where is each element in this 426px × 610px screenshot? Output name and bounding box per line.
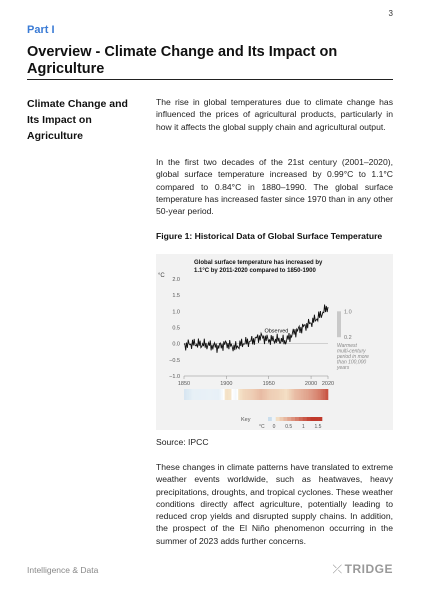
- y-tick-label: 0.0: [172, 341, 180, 348]
- chart-title-line-2: 1.1°C by 2011-2020 compared to 1850-1900: [194, 268, 316, 274]
- warm-period-label-lower: 0.2: [344, 335, 352, 342]
- key-label: Key: [241, 417, 251, 423]
- key-swatch: [283, 417, 287, 421]
- body-paragraph-1: The rise in global temperatures due to climate change has influenced the prices of agricultural products, particularly in how it affects the global supply chain and agricultural output.: [156, 97, 393, 132]
- title-divider: [27, 79, 393, 80]
- key-swatch: [272, 417, 276, 421]
- key-tick-label: 1.5: [314, 424, 322, 430]
- footer-logo-text: TRIDGE: [344, 562, 393, 576]
- y-tick-label: −0.5: [169, 357, 180, 364]
- key-swatch: [303, 417, 307, 421]
- tridge-mark-icon: ⤫: [332, 562, 343, 576]
- key-swatch: [276, 417, 280, 421]
- part-label: Part I: [27, 24, 55, 36]
- y-tick-label: −1.0: [169, 374, 180, 380]
- warm-period-note-line: years: [337, 365, 350, 372]
- temperature-chart: [156, 254, 393, 430]
- y-tick-label: 1.0: [172, 309, 180, 316]
- warm-period-note-line: multi-century: [337, 348, 366, 355]
- footer-brand-text: Intelligence & Data: [27, 565, 99, 575]
- x-tick-label: 1900: [220, 381, 233, 387]
- series-label-observed: Observed: [264, 328, 289, 335]
- warm-period-label-upper: 1.0: [344, 309, 352, 316]
- key-swatch: [287, 417, 291, 421]
- color-key-bar: [268, 417, 322, 421]
- warm-period-note-line: than 100,000: [337, 359, 367, 366]
- chart-title-line-1: Global surface temperature has increased by: [194, 260, 323, 266]
- key-tick-label: 1: [301, 424, 305, 430]
- key-swatch: [280, 417, 284, 421]
- y-tick-label: 2.0: [172, 277, 180, 283]
- warm-period-note-line: period in more: [337, 354, 369, 361]
- key-swatch: [314, 417, 318, 421]
- key-swatch: [307, 417, 311, 421]
- page-title: Overview - Climate Change and Its Impact on Agriculture: [27, 44, 338, 77]
- footer-logo: [333, 562, 393, 577]
- key-swatch: [291, 417, 295, 421]
- warm-period-note: [336, 343, 369, 371]
- key-tick-label: 0.5: [285, 424, 293, 430]
- key-swatch: [299, 417, 303, 421]
- warming-stripes: [184, 389, 328, 400]
- observed-series-line: [184, 305, 328, 353]
- figure-caption: Figure 1: Historical Data of Global Surface Temperature: [156, 231, 383, 241]
- key-swatch: [295, 417, 299, 421]
- key-tick-label: 0: [272, 424, 276, 430]
- warm-period-note-line: Warmest: [337, 343, 357, 350]
- y-tick-label: 1.5: [172, 293, 180, 300]
- warming-stripe: [326, 389, 328, 400]
- x-tick-label: 2020: [321, 381, 335, 387]
- y-axis-unit: °C: [158, 273, 165, 279]
- key-swatch: [268, 417, 272, 421]
- body-paragraph-2: In the first two decades of the 21st century (2001–2020), global surface temperature increased by 0.99°C to 1.1°C compared to 0.84°C in 1880–1990. The global surface temperature has increased faster since 1970 than in any other 50-year period.: [156, 157, 393, 217]
- key-swatch: [310, 417, 314, 421]
- page-number: 3: [388, 9, 393, 18]
- figure-source: Source: IPCC: [156, 437, 209, 447]
- x-tick-label: 1850: [177, 381, 191, 387]
- key-swatch: [318, 417, 322, 421]
- key-unit: °C: [259, 424, 265, 430]
- warm-period-bar: [337, 311, 341, 337]
- temperature-figure: [156, 254, 393, 430]
- y-tick-label: 0.5: [172, 325, 180, 332]
- section-heading: Climate Change and Its Impact on Agriculture: [27, 98, 128, 142]
- x-tick-label: 2000: [304, 381, 318, 387]
- x-tick-label: 1950: [262, 381, 275, 387]
- body-paragraph-3: These changes in climate patterns have translated to extreme weather events worldwide, such as heatwaves, heavy precipitations, droughts, and tropical cyclones. These weather conditions directly affect agriculture, potentially leading to reduced crop yields and disrupted supply chains. In addition, the prospect of the El Niño phenomenon occurring in the summer of 2023 adds further concerns.: [156, 462, 393, 546]
